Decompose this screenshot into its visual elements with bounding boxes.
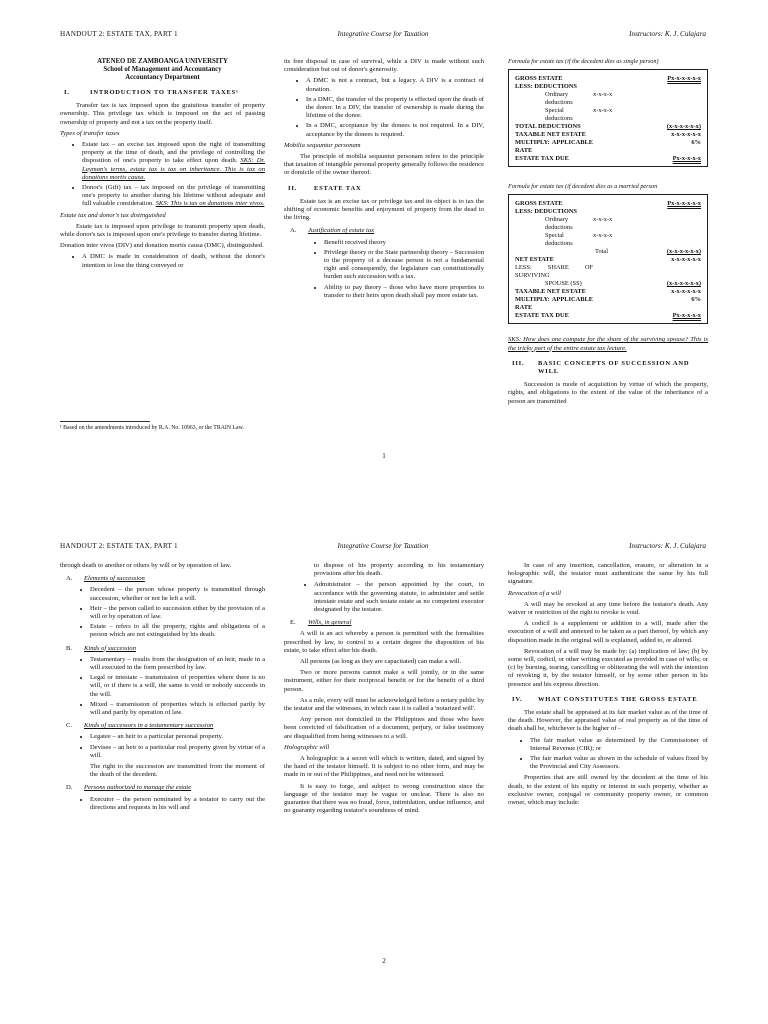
formula-subamount — [593, 296, 649, 312]
footnote: ¹ Based on the amendments introduced by R.A. No. 10963, or the TRAIN Law. — [60, 425, 244, 431]
subsection-heading: D. Persons authorized to manage the estate — [66, 784, 192, 792]
header-right: Instructors: K. J. Culajara — [629, 30, 706, 38]
list-item: • In a DMC, acceptance by the donees is not required. In a DIV, acceptance by the donees is required. — [306, 122, 484, 138]
page-header — [60, 30, 706, 42]
bullet-list — [60, 733, 265, 760]
bullet-list — [284, 77, 484, 138]
formula-subamount — [593, 123, 649, 131]
formula-subamount — [593, 75, 649, 83]
formula-row — [515, 83, 701, 91]
paragraph: its free disposal in case of survival, while a DIV is made without such consideration but out of donor's generosity. — [284, 58, 484, 74]
formula-amount: Px-x-x-x-x — [672, 312, 701, 320]
list-item: • A DMC is made in consideration of death, without the donor's intention to lose the thing conveyed or — [82, 253, 265, 269]
list-item: • Ability to pay theory – those who have more properties to transfer to their heirs upon death shall pay more estate tax. — [324, 284, 484, 300]
bullet-list — [60, 586, 265, 639]
list-item: • Testamentary – results from the designation of an heir, made in a will executed in the form prescribed by law. — [90, 656, 265, 672]
section-heading: I. INTRODUCTION TO TRANSFER TAXES¹ — [64, 89, 239, 96]
section-heading: III. BASIC CONCEPTS OF SUCCESSION AND WILL — [512, 359, 690, 376]
list-item: • In a DMC, the transfer of the property is effected upon the death of the donor. In a DIV, the transfer of ownership is made during the lifetime of the donor. — [306, 96, 484, 121]
formula-amount — [649, 232, 701, 248]
formula-row — [515, 107, 701, 123]
footnote-rule — [60, 421, 150, 422]
paragraph: All persons (as long as they are capacitated) can make a will. — [300, 658, 462, 666]
formula-subamount — [593, 208, 649, 216]
formula-label: GROSS ESTATE — [515, 200, 563, 208]
formula-subamount: x-x-x-x — [593, 91, 613, 99]
header-center: Integrative Course for Taxation — [337, 30, 429, 38]
formula-subamount — [608, 248, 656, 256]
formula-subamount — [593, 155, 649, 163]
list-item: • Estate tax – an excise tax imposed upon the right of transmitting property at the time of death, and the privilege of controlling the disposition of one's property to take effect upon death. SKS: Dr. Layman's terms, estate tax is tax on inheritance. This is tax on donations mortis causa. — [82, 141, 265, 182]
formula-amount: Px-x-x-x-x-x — [667, 75, 701, 83]
bullet-list — [60, 796, 265, 812]
formula-amount: Px-x-x-x-x — [672, 155, 701, 163]
paragraph: through death to another or others by will or by operation of law. — [60, 562, 232, 569]
formula-row — [515, 232, 701, 248]
formula-row — [515, 256, 701, 264]
header-left: HANDOUT 2: ESTATE TAX, PART 1 — [60, 542, 178, 550]
column-1 — [60, 562, 265, 815]
formula-label: LESS: DEDUCTIONS — [515, 83, 577, 91]
paragraph: A will is an act whereby a person is permitted with the formalities prescribed by law, to control to a certain degree the disposition of his estate, to take effect after his death. — [284, 630, 484, 654]
paragraph: Revocation of a will may be made by: (a) implication of law; (b) by some will, codicil, or other writing executed as provided in case of wills; or (c) by burning, tearing, cancelling or obliterating the will with the intention of revoking it, by the testator himself, or by some other person in his presence and his express direction. — [508, 647, 708, 688]
paragraph: A holographic is a secret will which is written, dated, and signed by the hand of the testator himself. It is subject to no other form, and may be made in or out of the Philippines, and need not be witnessed. — [284, 755, 484, 779]
column-3 — [508, 58, 708, 409]
list-item: • Estate – refers to all the property, rights and obligations of a person which are not extinguished by his death. — [90, 623, 265, 639]
formula-amount — [649, 91, 701, 107]
formula-label: Special deductions — [545, 232, 573, 248]
formula-caption: Formula for estate tax (if decedent dies as a married person — [508, 183, 658, 191]
formula-label: TAXABLE NET ESTATE — [515, 131, 586, 139]
column-1 — [60, 58, 265, 273]
formula-row — [515, 208, 701, 216]
formula-row — [515, 264, 701, 280]
formula-subamount — [593, 288, 649, 296]
list-item: • Legal or intestate – transmission of properties where there is no will, or if there is a will, the same is void or nobody succeeds in the will. — [90, 674, 265, 699]
list-item: • Decedent – the person whose property is transmitted through succession, whether or not he left a will. — [90, 586, 265, 602]
subsection-heading: A. Justification of estate tax — [290, 227, 375, 235]
formula-label: MULTIPLY: APPLICABLE RATE — [515, 139, 593, 155]
formula-subamount — [593, 139, 649, 155]
formula-label: Total — [595, 248, 609, 256]
page-header — [60, 542, 706, 554]
list-item: • Executor – the person nominated by a testator to carry out the directions and requests in his will and — [90, 796, 265, 812]
paragraph: Two or more persons cannot make a will jointly, or in the same instrument, either for their reciprocal benefit or for the benefit of a third person. — [284, 669, 484, 693]
paragraph: Any person not domiciled in the Philippines and those who have been convicted of falsification of a document, perjury, or false testimony are disqualified from being witnesses to a will. — [284, 716, 484, 740]
formula-caption: Formula for estate tax (if the decedent dies as single person) — [508, 58, 659, 65]
page-number: 2 — [382, 957, 386, 965]
formula-amount — [649, 216, 701, 232]
subsection-heading: B. Kinds of succession — [66, 644, 137, 652]
paragraph: As a rule, every will must be acknowledged before a notary public by the testator and the witnesses, in which case it is called a 'notarized will'. — [284, 696, 484, 713]
paragraph: Estate tax is imposed upon privilege to transmit property upon death, while donor's tax is imposed upon one's privilege to transfer during lifetime. — [60, 222, 265, 239]
paragraph: Properties that are still owned by the decedent at the time of his death, to the extent of his equity or interest in such property, whether as exclusive owner, conjugal or community property owner, or common owner, which may include: — [508, 774, 708, 807]
paragraph: Estate tax is an excise tax or privilege tax and its object is to tax the shifting of economic benefits and enjoyment of property from the dead to the living. — [284, 197, 484, 222]
formula-row — [515, 312, 701, 320]
formula-box-single — [508, 69, 708, 167]
subsection-heading: A. Elements of succession — [66, 575, 145, 583]
sks-note: SKS: How does one compute for the share of the surviving spouse? This is the tricky part of the entire estate tax lecture. — [508, 336, 708, 352]
formula-amount: 6% — [691, 139, 701, 147]
formula-row — [515, 248, 701, 256]
column-3 — [508, 562, 708, 810]
formula-row — [515, 155, 701, 163]
bullet-list — [60, 141, 265, 209]
formula-row — [515, 280, 701, 288]
formula-row — [515, 216, 701, 232]
page-number: 1 — [382, 452, 386, 460]
paragraph: to dispose of his property according to his testamentary provisions after his death. — [314, 562, 484, 578]
bullet-list — [60, 656, 265, 717]
formula-label: Ordinary deductions — [545, 216, 573, 232]
column-2 — [284, 562, 484, 818]
section-heading: II. ESTATE TAX — [288, 184, 362, 192]
formula-label: SPOUSE (SS) — [545, 280, 582, 288]
paragraph: Transfer tax is tax imposed upon the gratuitous transfer of property ownership. This privilege tax which is imposed on the act of passing ownership of property and not a tax on the property itself. — [60, 102, 265, 126]
header-right: Instructors: K. J. Culajara — [629, 542, 706, 550]
school-name: School of Management and Accountancy — [103, 66, 222, 73]
list-item: • Devisee – an heir to a particular real property given by virtue of a will. — [90, 744, 265, 760]
formula-label: TAXABLE NET ESTATE — [515, 288, 586, 296]
formula-amount: x-x-x-x-x-x — [671, 256, 701, 264]
formula-label: LESS: DEDUCTIONS — [515, 208, 577, 216]
subheading: Types of transfer taxes — [60, 129, 120, 137]
paragraph: It is easy to forge, and subject to wrong construction since the language of the testator may be vague or unclear. There is also no guarantee that there was no fraud, force, intimidation, undue influence, and no guaranty regarding testator's soundness of mind. — [284, 782, 484, 815]
list-item: • A DMC is not a contract, but a legacy. A DIV is a contract of donation. — [306, 77, 484, 93]
formula-subamount — [593, 83, 649, 91]
subheading: Revocation of a will — [508, 589, 561, 597]
subsection-heading: C. Kinds of successors in a testamentary succession — [66, 722, 214, 730]
subsection-heading: E. Wills, in general — [290, 619, 352, 627]
bullet-list — [284, 581, 484, 614]
list-item: • Heir – the person called to succession either by the provision of a will or by operation of law. — [90, 605, 265, 621]
list-item: • Benefit received theory — [324, 239, 484, 247]
formula-amount — [649, 208, 701, 216]
paragraph: The estate shall be appraised at its fair market value as of the time of the death. However, the appraised value of real property as of the time of death shall be, whichever is the higher of – — [508, 709, 708, 733]
department-name: Accountancy Department — [125, 74, 200, 81]
list-item: • Mixed – transmission of properties which is effected partly by will and partly by operation of law. — [90, 701, 265, 717]
paragraph: A codicil is a supplement or addition to a will, made after the execution of a will and annexed to be taken as a part thereof, by which any disposition made in the original will is explained, added to, or altered. — [508, 620, 708, 644]
formula-amount: (x-x-x-x-x-x) — [666, 248, 701, 256]
list-item: • The fair market value as shown in the schedule of values fixed by the Provincial and City Assessors. — [530, 755, 708, 771]
bullet-list — [60, 253, 265, 269]
column-2 — [284, 58, 484, 303]
formula-label: TOTAL DEDUCTIONS — [515, 123, 581, 131]
list-item: • The fair market value as determined by the Commissioner of Internal Revenue (CIR); or — [530, 737, 708, 753]
formula-label: NET ESTATE — [515, 256, 554, 264]
subheading: Holographic will — [284, 743, 330, 751]
formula-row — [515, 75, 701, 83]
formula-subamount: x-x-x-x — [593, 232, 613, 240]
formula-amount: x-x-x-x-x-x — [671, 288, 701, 296]
subheading: Estate tax and donor's tax distinguished — [60, 211, 166, 219]
formula-row — [515, 91, 701, 107]
paragraph: A will may be revoked at any time before the testator's death. Any waiver or restriction of the right to revoke is void. — [508, 600, 708, 617]
formula-row — [515, 288, 701, 296]
paragraph: Succession is mode of acquisition by virtue of which the property, rights, and obligations to the extent of the value of the inheritance of a person are transmitted — [508, 381, 708, 405]
formula-subamount — [593, 264, 649, 280]
list-item: • Privilege theory or the State partnership theory – Succession to the property of a decease person is not a fundamental right and consequently, the legislature can constitutionally burden such succession with a tax. — [324, 249, 484, 282]
formula-subamount — [593, 280, 649, 288]
header-center: Integrative Course for Taxation — [337, 542, 429, 550]
formula-subamount: x-x-x-x — [593, 107, 613, 115]
formula-subamount — [593, 256, 649, 264]
formula-amount — [649, 83, 701, 91]
formula-label: Ordinary deductions — [545, 91, 573, 107]
formula-subamount — [593, 312, 649, 320]
formula-subamount — [593, 200, 649, 208]
formula-label: ESTATE TAX DUE — [515, 155, 569, 163]
formula-amount: (x-x-x-x-x-x) — [666, 123, 701, 131]
sks-note: SKS: Dr. Layman's terms, estate tax is tax on inheritance. This is tax on donations mortis causa. — [82, 157, 265, 181]
header-left: HANDOUT 2: ESTATE TAX, PART 1 — [60, 30, 178, 38]
paragraph: The principle of mobilia sequuntur personam refers to the principle that taxation of intangible personal property generally follows the residence or domicile of the owner thereof. — [284, 153, 484, 177]
formula-row — [515, 123, 701, 131]
formula-box-married — [508, 194, 708, 324]
formula-subamount — [593, 131, 649, 139]
formula-row — [515, 200, 701, 208]
formula-amount — [649, 264, 701, 280]
list-item: • Legatee – an heir to a particular personal property. — [90, 733, 265, 741]
formula-row — [515, 296, 701, 312]
formula-row — [515, 131, 701, 139]
bullet-list — [508, 737, 708, 772]
paragraph: In case of any insertion, cancellation, erasure, or alteration in a holographic will, the testator must authenticate the same by his full signature. — [508, 562, 708, 586]
bullet-list — [284, 239, 484, 300]
formula-label: MULTIPLY: APPLICABLE RATE — [515, 296, 593, 312]
formula-amount: 6% — [691, 296, 701, 304]
formula-subamount: x-x-x-x — [593, 216, 613, 224]
formula-amount — [649, 107, 701, 123]
formula-amount: x-x-x-x-x-x — [671, 131, 701, 139]
paragraph: Donation inter vivos (DIV) and donation mortis causa (DMC), distinguished. — [60, 242, 264, 250]
sks-note: SKS: This is tax on donations inter vivos. — [155, 200, 265, 208]
formula-label: ESTATE TAX DUE — [515, 312, 569, 320]
formula-label: Special deductions — [545, 107, 573, 123]
formula-label: LESS: SHARE OF SURVIVING — [515, 264, 593, 280]
page-2 — [0, 512, 768, 1024]
formula-amount: (x-x-x-x-x-x) — [666, 280, 701, 288]
university-name: ATENEO DE ZAMBOANGA UNIVERSITY — [97, 58, 228, 65]
formula-label: GROSS ESTATE — [515, 75, 563, 83]
section-heading: IV. WHAT CONSTITUTES THE GROSS ESTATE — [512, 695, 698, 703]
list-item: • Donor's (Gift) tax – tax imposed on the privilege of transmitting one's property to another during his lifetime without adequate and full valuable consideration. SKS: This is tax on donations inter vivos. — [82, 184, 265, 209]
formula-amount: Px-x-x-x-x-x — [667, 200, 701, 208]
paragraph: The right to the succession are transmitted from the moment of the death of the decedent. — [90, 763, 265, 779]
list-item: • Administrator – the person appointed by the court, in accordance with the governing statute, to administer and settle intestate estate and such testate estate as no competent executor designated by the testator. — [314, 581, 484, 614]
subheading: Mobilia sequuntur personam — [284, 141, 361, 149]
formula-row — [515, 139, 701, 155]
